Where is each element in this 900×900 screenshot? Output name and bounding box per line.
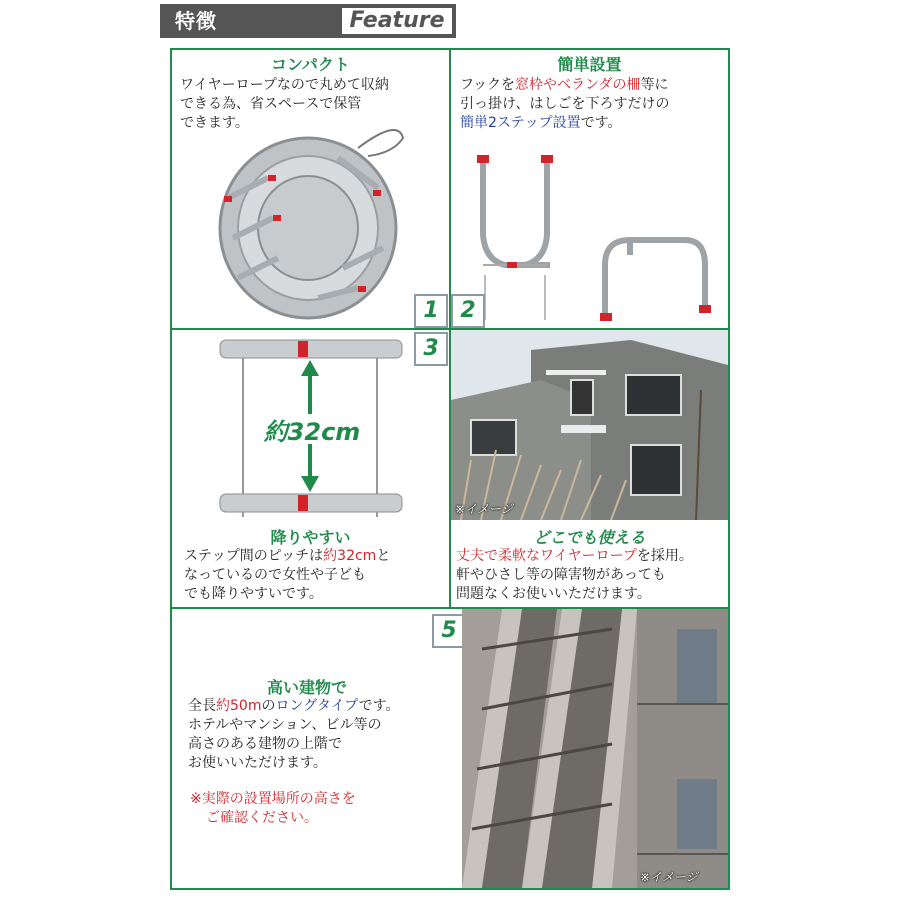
panel5-note [190, 790, 450, 828]
panel2-line1-a: フックを [460, 77, 516, 93]
frame-right [728, 48, 730, 890]
panel3-number: 3 [414, 332, 448, 366]
panel3-line1-c: と [376, 548, 391, 564]
panel5-line2: ホテルやマンション、ビル等の [188, 717, 382, 733]
hooks-image [455, 145, 725, 325]
building-illustration [462, 609, 728, 888]
panel3-line1-emph: 約32cm [323, 548, 377, 564]
panel2-number: 2 [451, 294, 485, 328]
panel2-line3-emph: 簡単2ステップ設置 [460, 115, 581, 131]
panel1-title: コンパクト [271, 55, 350, 74]
panel4-line1 [456, 547, 728, 566]
panel5-line1-e: です。 [358, 698, 400, 714]
panel3-line1 [184, 547, 449, 566]
panel3-text [184, 547, 449, 604]
panel4-line1-emph1: 丈夫で柔軟な [456, 548, 540, 564]
panel5-line3: 高さのある建物の上階で [188, 736, 342, 752]
pitch-label: 約32cm [263, 418, 361, 446]
panel4-line1-emph2: ワイヤーロープ [540, 548, 637, 564]
panel2-title: 簡単設置 [557, 55, 622, 74]
building-photo [462, 609, 728, 888]
panel5-caption: ※イメージ [640, 870, 698, 884]
panel2-line3-b: です。 [580, 115, 622, 131]
panel2-text [460, 76, 728, 133]
panel2-line2: 引っ掛け、はしごを下ろすだけの [460, 96, 670, 112]
panel5-line1-emph2: ロングタイプ [275, 698, 359, 714]
panel5-title: 高い建物で [266, 678, 347, 697]
panel4-text [456, 547, 728, 604]
panel4-title: どこでも使える [533, 528, 646, 547]
panel3-line3: でも降りやすいです。 [184, 586, 323, 602]
panel2-line3 [460, 114, 728, 133]
panel5-line1-emph1: 約50m [216, 698, 262, 714]
panel5-note-line2: ご確認ください。 [206, 810, 318, 826]
panel5-line1-c: の [261, 698, 276, 714]
panel1-line1: ワイヤーロープなので丸めて収納 [180, 77, 389, 93]
panel1-line2: できる為、省スペースで保管 [180, 96, 362, 112]
panel5-text [188, 697, 458, 773]
house-illustration [451, 330, 728, 520]
panel3-line2: なっているので女性や子ども [184, 567, 366, 583]
frame-left [170, 48, 172, 890]
coiled-ladder-image [208, 118, 418, 328]
panel2-line1 [460, 76, 728, 95]
house-photo [451, 330, 728, 520]
panel4-line3: 問題なくお使いいただけます。 [456, 586, 651, 602]
panel5-note-line1: ※実際の設置場所の高さを [190, 791, 356, 807]
panel4-line2: 軒やひさし等の障害物があっても [456, 567, 666, 583]
panel2-line1-emph: 窓枠やベランダの柵 [515, 77, 641, 93]
header-title-en: Feature [342, 8, 452, 34]
panel5-line1-a: 全長 [188, 698, 216, 714]
panel3-title: 降りやすい [270, 528, 351, 547]
panel1-line3: できます。 [180, 115, 249, 131]
panel2-line1-c: 等に [640, 77, 669, 93]
panel5-number: 5 [432, 614, 466, 648]
panel3-line1-a: ステップ間のピッチは [184, 548, 324, 564]
panel4-line1-c: を採用。 [636, 548, 693, 564]
panel5-line1 [188, 697, 458, 716]
header-title-jp: 特徴 [175, 9, 217, 33]
panel1-number: 1 [414, 294, 448, 328]
frame-bottom [170, 888, 730, 890]
panel4-caption: ※イメージ [455, 502, 513, 516]
panel5-line4: お使いいただけます。 [188, 755, 327, 771]
